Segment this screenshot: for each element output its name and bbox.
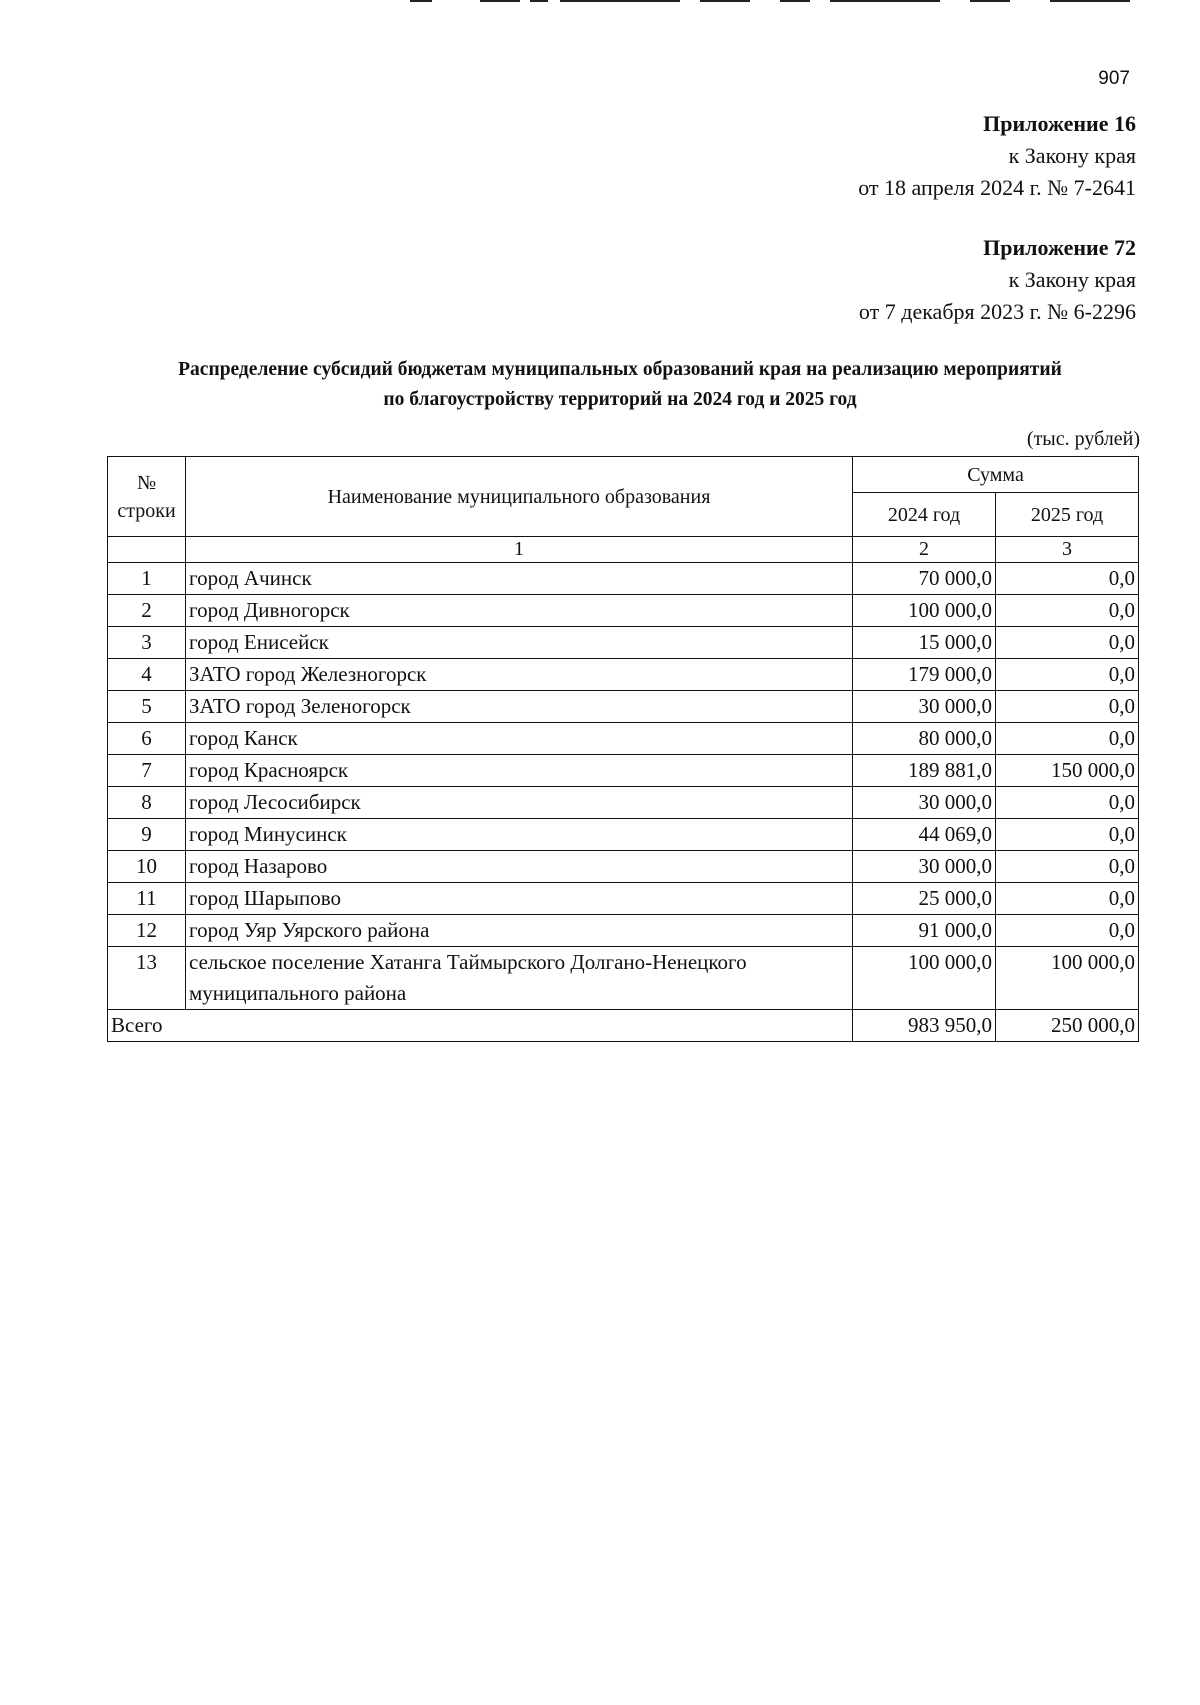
scan-edge-marks xyxy=(410,0,1150,4)
municipality-name: город Уяр Уярского района xyxy=(186,915,853,947)
amount-2025: 100 000,0 xyxy=(996,947,1139,1010)
total-label: Всего xyxy=(108,1010,853,1042)
amount-2025: 0,0 xyxy=(996,723,1139,755)
row-number: 13 xyxy=(108,947,186,1010)
row-number: 8 xyxy=(108,787,186,819)
amount-2024: 100 000,0 xyxy=(853,595,996,627)
index-cell xyxy=(108,537,186,563)
amount-2025: 0,0 xyxy=(996,915,1139,947)
municipality-name: город Красноярск xyxy=(186,755,853,787)
row-number: 7 xyxy=(108,755,186,787)
row-number: 4 xyxy=(108,659,186,691)
annex-law-ref: к Закону края xyxy=(1008,143,1136,168)
table-row xyxy=(108,819,1139,851)
row-number: 11 xyxy=(108,883,186,915)
annex-title: Приложение 72 xyxy=(983,235,1136,260)
table-row xyxy=(108,851,1139,883)
annex-title: Приложение 16 xyxy=(983,111,1136,136)
municipality-name: город Дивногорск xyxy=(186,595,853,627)
amount-2024: 100 000,0 xyxy=(853,947,996,1010)
amount-2024: 25 000,0 xyxy=(853,883,996,915)
index-cell: 1 xyxy=(186,537,853,563)
annex-law-ref: к Закону края xyxy=(1008,267,1136,292)
row-number: 3 xyxy=(108,627,186,659)
subsidy-table xyxy=(107,456,1139,1042)
amount-2025: 0,0 xyxy=(996,659,1139,691)
amount-2025: 150 000,0 xyxy=(996,755,1139,787)
table-row xyxy=(108,723,1139,755)
municipality-name: город Енисейск xyxy=(186,627,853,659)
header-year-2025: 2025 год xyxy=(996,493,1139,537)
table-row xyxy=(108,595,1139,627)
amount-2024: 30 000,0 xyxy=(853,691,996,723)
amount-2024: 80 000,0 xyxy=(853,723,996,755)
amount-2025: 0,0 xyxy=(996,627,1139,659)
amount-2024: 189 881,0 xyxy=(853,755,996,787)
municipality-name: город Назарово xyxy=(186,851,853,883)
index-cell: 3 xyxy=(996,537,1139,563)
amount-2025: 0,0 xyxy=(996,691,1139,723)
row-number: 10 xyxy=(108,851,186,883)
amount-2025: 0,0 xyxy=(996,819,1139,851)
table-row xyxy=(108,883,1139,915)
row-number: 2 xyxy=(108,595,186,627)
table-row xyxy=(108,563,1139,595)
table-row xyxy=(108,915,1139,947)
table-row xyxy=(108,755,1139,787)
amount-2024: 15 000,0 xyxy=(853,627,996,659)
total-2025: 250 000,0 xyxy=(996,1010,1139,1042)
page-number: 907 xyxy=(1098,68,1130,89)
municipality-name: ЗАТО город Зеленогорск xyxy=(186,691,853,723)
municipality-name: ЗАТО город Железногорск xyxy=(186,659,853,691)
annex-72-header xyxy=(859,232,1136,328)
amount-2025: 0,0 xyxy=(996,563,1139,595)
annex-law-date: от 7 декабря 2023 г. № 6-2296 xyxy=(858,299,1136,324)
index-cell: 2 xyxy=(853,537,996,563)
municipality-name: город Лесосибирск xyxy=(186,787,853,819)
amount-2025: 0,0 xyxy=(996,787,1139,819)
amount-2025: 0,0 xyxy=(996,851,1139,883)
municipality-name: город Канск xyxy=(186,723,853,755)
document-title xyxy=(100,355,1140,415)
total-row xyxy=(108,1010,1139,1042)
amount-2024: 30 000,0 xyxy=(853,787,996,819)
annex-16-header xyxy=(858,108,1136,204)
total-2024: 983 950,0 xyxy=(853,1010,996,1042)
amount-2025: 0,0 xyxy=(996,883,1139,915)
header-name: Наименование муниципального образования xyxy=(186,457,853,537)
title-line: Распределение субсидий бюджетам муниципальных образований края на реализацию мероприятий xyxy=(178,359,1062,380)
amount-2024: 179 000,0 xyxy=(853,659,996,691)
table-row xyxy=(108,787,1139,819)
table-row xyxy=(108,947,1139,1010)
header-row-no: № строки xyxy=(108,457,186,537)
amount-2024: 70 000,0 xyxy=(853,563,996,595)
row-number: 1 xyxy=(108,563,186,595)
annex-law-date: от 18 апреля 2024 г. № 7-2641 xyxy=(858,175,1136,200)
table-row xyxy=(108,659,1139,691)
municipality-name: город Шарыпово xyxy=(186,883,853,915)
title-line: по благоустройству территорий на 2024 год и 2025 год xyxy=(383,389,857,410)
amount-2025: 0,0 xyxy=(996,595,1139,627)
row-number: 6 xyxy=(108,723,186,755)
header-sum: Сумма xyxy=(853,457,1139,493)
row-number: 9 xyxy=(108,819,186,851)
municipality-name: город Ачинск xyxy=(186,563,853,595)
amount-2024: 44 069,0 xyxy=(853,819,996,851)
header-year-2024: 2024 год xyxy=(853,493,996,537)
table-row xyxy=(108,627,1139,659)
row-number: 5 xyxy=(108,691,186,723)
table-body xyxy=(108,563,1139,1010)
row-number: 12 xyxy=(108,915,186,947)
unit-note: (тыс. рублей) xyxy=(1026,428,1140,450)
table-row xyxy=(108,691,1139,723)
amount-2024: 91 000,0 xyxy=(853,915,996,947)
amount-2024: 30 000,0 xyxy=(853,851,996,883)
municipality-name: сельское поселение Хатанга Таймырского Долгано-Ненецкого муниципального района xyxy=(186,947,853,1010)
municipality-name: город Минусинск xyxy=(186,819,853,851)
